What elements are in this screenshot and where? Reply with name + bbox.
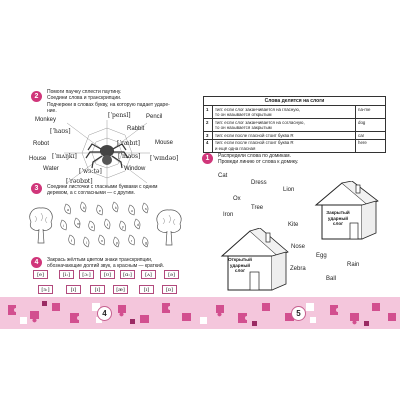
page-number-right: 5 — [291, 306, 306, 321]
tree-left-illustration — [27, 206, 55, 244]
task-2-line-4: ние. — [47, 108, 57, 115]
leaves-illustration — [58, 200, 154, 252]
table-row-number: 3 — [204, 132, 213, 140]
table-rule-b: то он называется закрытым — [215, 125, 272, 130]
word-window: Window — [124, 166, 146, 172]
svg-text:a: a — [67, 208, 69, 212]
svg-text:o: o — [131, 209, 133, 213]
task-4-line-2: обозначающие долгий звук, а красным — краткий. — [47, 263, 164, 270]
table-rule-a: тип: если после гласной стоит буква R — [215, 132, 294, 138]
task-1-line-1: Распредели слова по домикам. — [218, 153, 291, 159]
word-tree: Tree — [251, 205, 264, 211]
transcription-cell[interactable]: [i:] — [59, 270, 74, 279]
table-row — [204, 119, 386, 132]
transcription-maus: [ˈmaʊs] — [118, 153, 141, 160]
svg-text:i: i — [63, 224, 64, 228]
table-row — [204, 132, 386, 140]
transcription-cell[interactable]: [ɜ:] — [38, 285, 53, 294]
transcription-cell[interactable]: [ɔ:] — [79, 270, 94, 279]
puzzle-pieces-decoration — [0, 297, 400, 329]
word-dress: Dress — [251, 180, 267, 186]
table-title: Слова делятся на слоги — [204, 97, 386, 106]
transcription-cell[interactable]: [ɪ] — [66, 285, 81, 294]
transcription-windou: [ˈwɪndəʊ] — [150, 155, 179, 162]
table-rule-a: тип: если слог заканчивается на согласную, — [215, 119, 305, 125]
transcription-cell[interactable]: [e] — [33, 270, 48, 279]
transcription-mankl: [ˈmʌŋkɪ] — [52, 153, 77, 160]
svg-text:g: g — [145, 241, 147, 245]
svg-text:s: s — [145, 207, 147, 211]
transcription-cell[interactable]: [ɪ] — [139, 285, 154, 294]
house-closed-label: Закрытый ударный слог — [326, 210, 350, 227]
transcription-pensl: [ˈpensl] — [108, 112, 131, 119]
transcription-cell[interactable]: [ə] — [164, 270, 179, 279]
table-rule-b: то он называется открытым — [215, 112, 272, 117]
word-ox: Ox — [233, 196, 241, 202]
task-4-line-1: Закрась жёлтым цветом знаки транскрипции, — [47, 257, 153, 263]
task-1-instructions — [218, 153, 298, 166]
svg-text:y: y — [122, 225, 124, 229]
word-iron: Iron — [223, 212, 234, 218]
word-lion: Lion — [283, 187, 295, 193]
house-open-label: Открытый ударный слог — [228, 257, 252, 274]
word-pencil: Pencil — [146, 114, 163, 120]
table-row-number: 2 — [204, 119, 213, 132]
svg-text:k: k — [115, 206, 117, 210]
word-monkey: Monkey — [35, 117, 57, 123]
word-mouse: Mouse — [155, 140, 174, 146]
table-row — [204, 106, 386, 119]
task-3-instructions — [47, 184, 158, 197]
transcription-cell[interactable]: [ɪ] — [90, 285, 105, 294]
table-example: here — [356, 139, 386, 152]
svg-text:d: d — [137, 223, 139, 227]
transcription-cell[interactable]: [ɑ:] — [120, 270, 135, 279]
table-rule-a: тип: если после гласной стоит буква R — [215, 140, 294, 146]
table-row-number: 4 — [204, 139, 213, 152]
table-rule-b: и ещё одна гласная — [215, 145, 256, 151]
svg-text:n: n — [101, 239, 103, 243]
table-example: na-me — [356, 106, 386, 119]
page-number-left: 4 — [97, 306, 112, 321]
transcription-cell[interactable]: [æ] — [113, 285, 128, 294]
table-example: dog — [356, 119, 386, 132]
word-cat: Cat — [218, 173, 228, 179]
svg-text:r: r — [131, 239, 133, 243]
svg-text:p: p — [116, 241, 118, 245]
transcription-cell[interactable]: [ɒ] — [162, 285, 177, 294]
word-nose: Nose — [291, 244, 306, 250]
svg-text:b: b — [83, 206, 85, 210]
task-3-number: 3 — [31, 183, 42, 194]
task-2-line-3: Подчеркни в словах букву, на которую падает ударе- — [47, 101, 170, 108]
transcription-cell[interactable]: [ʌ] — [141, 270, 156, 279]
task-3-line-1: Соедини листочки с гласными буквами с одним — [47, 184, 158, 190]
task-1-number: 1 — [202, 153, 213, 164]
task-2-instructions — [47, 89, 170, 115]
task-2-line-1: Помоги паучку сплести паутину. — [47, 89, 122, 95]
svg-text:t: t — [107, 223, 108, 227]
transcription-wota: [ˈwɔːtə] — [79, 168, 102, 175]
task-4-instructions — [47, 257, 164, 270]
word-egg: Egg — [316, 253, 327, 259]
svg-text:e: e — [99, 209, 101, 213]
svg-text:f: f — [71, 239, 72, 243]
table-row-number: 1 — [204, 106, 213, 119]
task-1-line-2: Проведи линию от слова к домику. — [218, 159, 299, 166]
table-row — [204, 139, 386, 152]
svg-text:u: u — [91, 225, 93, 229]
word-rabbit: Rabbit — [127, 126, 145, 132]
task-2-line-2: Соедини слова и транскрипции. — [47, 95, 122, 102]
transcription-haus: [ˈhaʊs] — [50, 128, 71, 135]
task-2-number: 2 — [31, 91, 42, 102]
table-rule-a: тип: если слог заканчивается на гласную, — [215, 106, 300, 112]
svg-text:l: l — [86, 241, 87, 245]
table-example: car — [356, 132, 386, 140]
word-rain: Rain — [347, 262, 360, 268]
transcription-raebit: [ˈræbɪt] — [117, 140, 141, 147]
word-kite: Kite — [288, 222, 299, 228]
syllable-types-table — [203, 96, 386, 153]
word-ball: Ball — [326, 276, 337, 282]
task-4-number: 4 — [31, 257, 42, 268]
transcription-cell[interactable]: [ʊ] — [100, 270, 115, 279]
task-3-line-2: деревом, а с согласными — с другим. — [47, 190, 136, 197]
word-water: Water — [43, 166, 59, 172]
word-zebra: Zebra — [290, 266, 306, 272]
transcription-raubot: [ˈrəʊbɒt] — [66, 178, 93, 185]
word-robot: Robot — [33, 141, 50, 147]
word-house: House — [29, 156, 47, 162]
svg-text:m: m — [77, 222, 80, 226]
tree-right-illustration — [154, 208, 184, 246]
